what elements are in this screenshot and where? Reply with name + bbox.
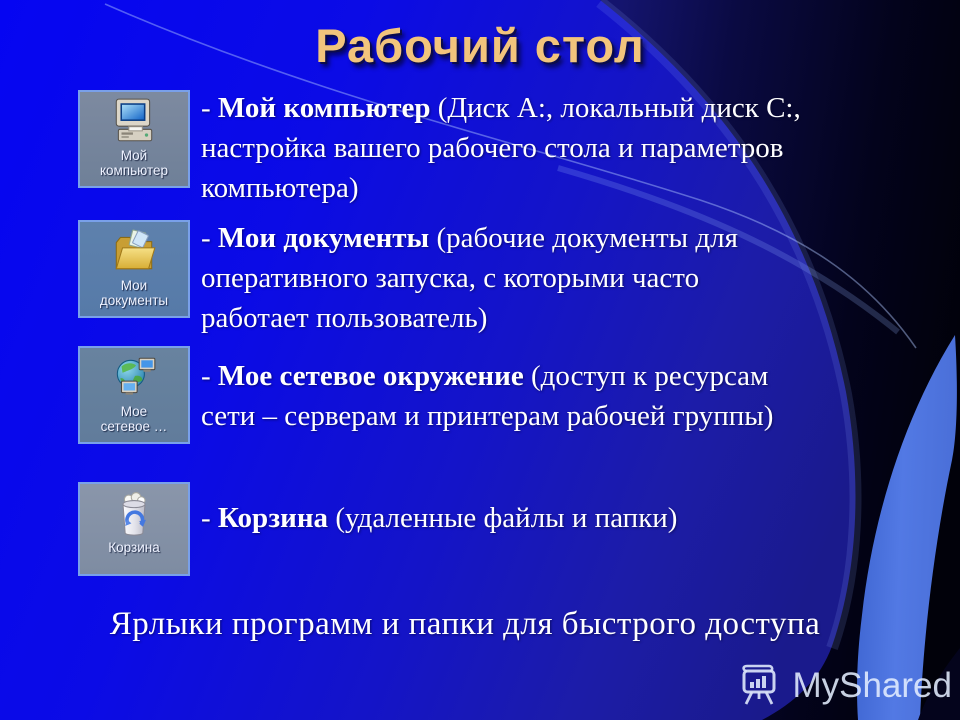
item-name: Мой компьютер xyxy=(217,92,431,124)
icon-label xyxy=(100,278,168,308)
bullet-dash: - xyxy=(201,92,211,124)
item-description xyxy=(201,498,901,538)
desktop-icon-tile xyxy=(78,220,190,318)
icon-label-line: Мои xyxy=(120,278,148,293)
item-description xyxy=(201,88,851,208)
icon-label-line: Мое xyxy=(120,404,148,419)
icon-label-line: Мой xyxy=(120,148,148,163)
desktop-icon-tile xyxy=(78,90,190,188)
footer-caption: Ярлыки программ и папки для быстрого доступа xyxy=(109,606,821,642)
item-description xyxy=(201,356,821,436)
myshared-watermark[interactable] xyxy=(737,664,952,708)
my-computer-icon xyxy=(108,97,160,147)
item-description xyxy=(201,218,801,338)
desktop-icon-tile xyxy=(78,482,190,576)
item-name: Мои документы xyxy=(217,222,430,254)
icon-label xyxy=(100,148,168,178)
item-name: Корзина xyxy=(217,502,329,534)
item-desc-text: (доступ к ресурсам сети – серверам и принтерам рабочей группы) xyxy=(201,360,774,432)
bullet-dash: - xyxy=(201,222,211,254)
icon-label-line: Корзина xyxy=(108,540,160,555)
my-documents-icon xyxy=(108,227,160,277)
bullet-dash: - xyxy=(201,502,211,534)
desktop-icon-tile xyxy=(78,346,190,444)
item-name: Мое сетевое окружение xyxy=(217,360,524,392)
presentation-board-icon xyxy=(737,664,783,708)
icon-label xyxy=(101,404,168,434)
watermark-label: MyShared xyxy=(792,666,952,705)
bullet-dash: - xyxy=(201,360,211,392)
recycle-bin-icon xyxy=(108,489,160,539)
icon-label-line: сетевое … xyxy=(100,419,168,434)
item-desc-text: (удаленные файлы и папки) xyxy=(335,502,678,534)
item-desc-text: (Диск А:, локальный диск С:, настройка вашего рабочего стола и параметров компьютера) xyxy=(201,92,801,204)
icon-label-line: документы xyxy=(99,293,169,308)
page-title: Рабочий стол xyxy=(315,19,645,72)
icon-label xyxy=(108,540,159,555)
my-network-icon xyxy=(108,353,160,403)
icon-label-line: компьютер xyxy=(99,163,169,178)
item-desc-text: (рабочие документы для оперативного запуска, с которыми часто работает пользователь) xyxy=(201,222,738,334)
